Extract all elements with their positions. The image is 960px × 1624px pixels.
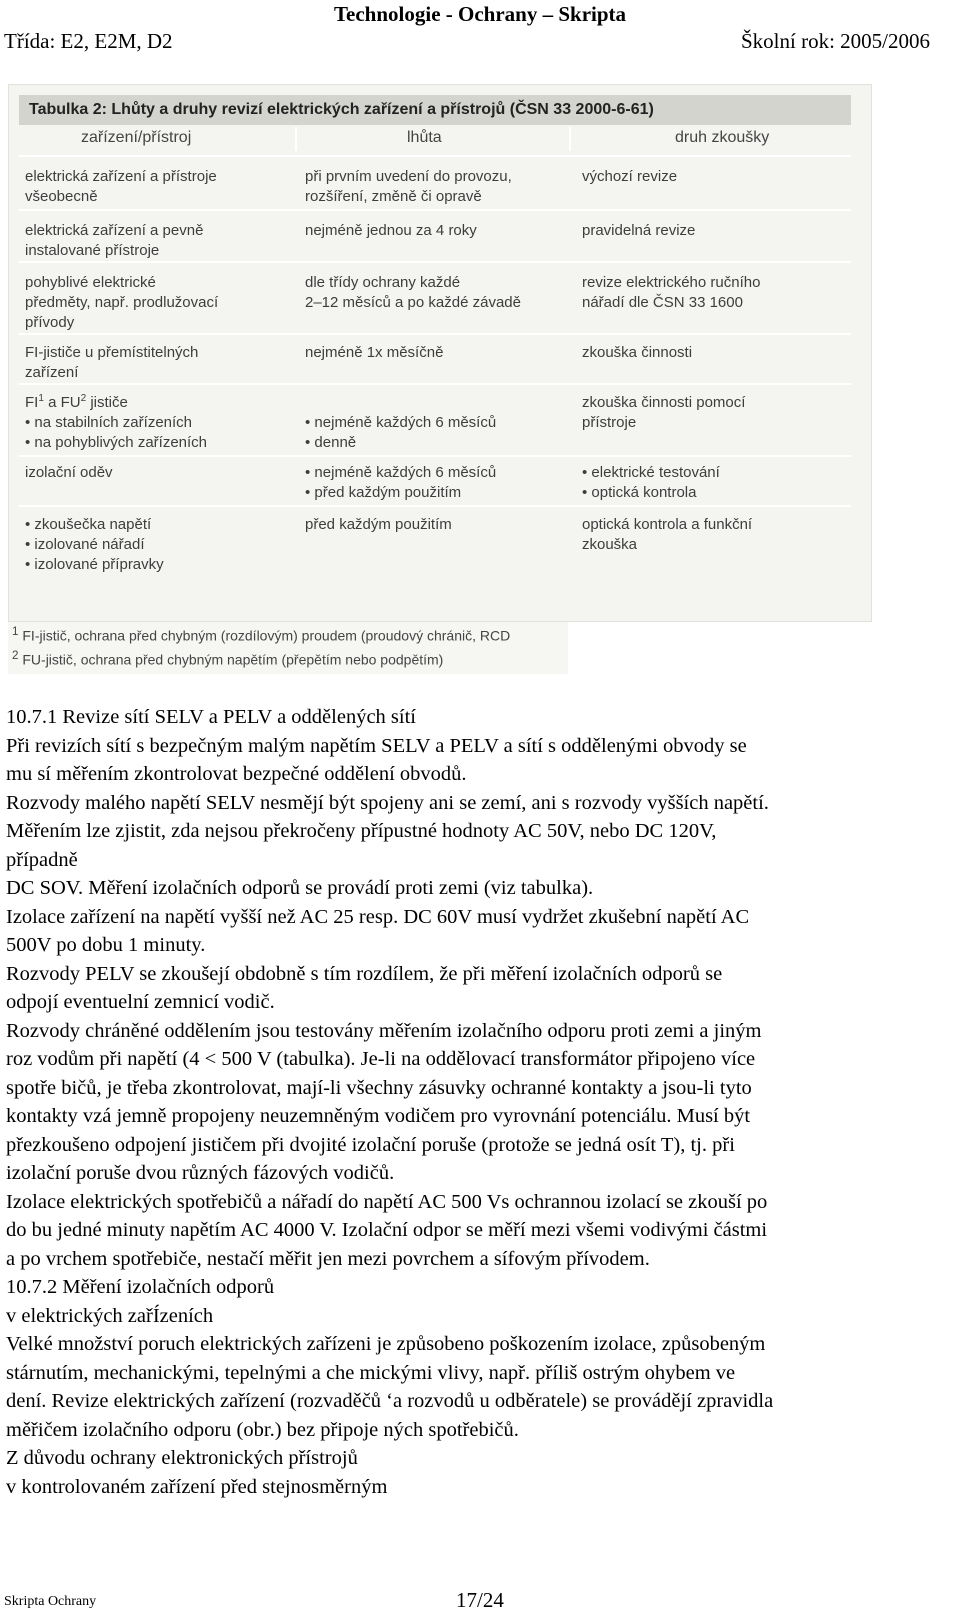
table-row (19, 333, 851, 385)
text-line: Měřením lze zjistit, zda nejsou překročeny přípustné hodnoty AC 50V, nebo DC 120V, (6, 820, 717, 842)
table-cell: dle třídy ochrany každé 2–12 měsíců a po každé závadě (305, 274, 521, 311)
table-row (19, 383, 851, 457)
text-line: do bu jedné minuty napětím AC 4000 V. Izolační odpor se měří mezi všemi vodivými částmi (6, 1219, 768, 1241)
column-divider (569, 127, 571, 151)
text-line: a po vrchem spotřebiče, nestačí měřit jen mezi povrchem a sífovým přívodem. (6, 1247, 650, 1270)
text-line: Rozvody malého napětí SELV nesmějí být spojeny ani se zemí, ani s rozvody vyšších napětí. (6, 791, 769, 814)
column-header-device: zařízení/přístroj (81, 129, 192, 146)
text-line: Rozvody PELV se zkoušejí obdobně s tím rozdílem, že při měření izolačních odporů se (6, 962, 723, 985)
table-cell: pohyblivé elektrické předměty, např. prodlužovací přívody (25, 274, 219, 331)
table-cell: FI-jističe u přemístitelných zařízení (25, 344, 199, 381)
table-row (19, 505, 851, 587)
table-cell: elektrická zařízení a přístroje všeobecně (25, 168, 217, 205)
table-cell: $FI^1$ a $FU^2$ jističe • na stabilních zařízeních • na pohyblivých zařízeních (25, 393, 295, 453)
column-header-period: lhůta (407, 129, 442, 146)
text-line: mu sí měřením zkontrolovat bezpečné oddělení obvodů. (6, 763, 467, 785)
text-line: kontakty vzá jemně propojeny neuzemněným vodičem pro vyrovnání potenciálu. Musí být (6, 1105, 751, 1127)
text-line: odpojí eventuelní zemnicí vodič. (6, 991, 275, 1013)
body-text (6, 703, 946, 1501)
text-line: DC SOV. Měření izolačních odporů se provádí proti zemi (viz tabulka). (6, 877, 594, 899)
text-line: stárnutím, mechanickými, tepelnými a che mickými vlivy, např. příliš ostrým ohybem ve (6, 1361, 736, 1384)
text-line: Rozvody chráněné oddělením jsou testovány měřením izolačního odporu proti zemi a jiným (6, 1019, 762, 1042)
table-cell: • nejméně každých 6 měsíců • před každým použitím (305, 463, 575, 503)
table-cell: optická kontrola a funkční zkouška (582, 516, 753, 553)
revision-table-image (8, 84, 872, 622)
table-row (19, 261, 851, 335)
text-line: Izolace elektrických spotřebičů a nářadí do napětí AC 500 Vs ochrannou izolací se zkouší po (6, 1190, 768, 1213)
table-cell: při prvním uvedení do provozu, rozšíření, změně či opravě (305, 168, 512, 205)
table-row (19, 155, 851, 207)
table-cell: elektrická zařízení a pevně instalované přístroje (25, 222, 204, 259)
school-year: Školní rok: 2005/2006 (740, 29, 930, 53)
class-info: Třída: E2, E2M, D2 (4, 29, 173, 53)
table-cell: izolační oděv (25, 464, 113, 481)
text-line: Velké množství poruch elektrických zařízeni je způsobeno poškozením izolace, způsobeným (6, 1333, 766, 1355)
table-cell: zkouška činnosti pomocí přístroje (582, 394, 746, 431)
text-line: roz vodům při napětí (4 < 500 V (tabulka). Je-li na oddělovací transformátor připojeno více (6, 1048, 756, 1070)
table-cell: nejméně 1x měsíčně (305, 344, 444, 361)
table-cell: • elektrické testování • optická kontrola (582, 463, 852, 503)
page-number: 17/24 (456, 1588, 504, 1612)
text-line: v kontrolovaném zařízení před stejnosměrným (6, 1475, 388, 1498)
column-divider (295, 127, 297, 151)
table-cell: • nejméně každých 6 měsíců • denně (305, 413, 575, 453)
text-line: izolační poruše dvou různých fázových vodičů. (6, 1162, 395, 1184)
footnote: $^1$ FI-jistič, ochrana před chybným (rozdílovým) proudem (proudový chránič, RCD (12, 625, 511, 644)
text-line: spotře bičů, je třeba zkontrolovat, mají-li všechny zásuvky ochranné kontakty a jsou-li tyto (6, 1076, 752, 1099)
text-line: 10.7.1 Revize sítí SELV a PELV a oddělených sítí (6, 706, 416, 728)
table-cell: revize elektrického ručního nářadí dle ČSN 33 1600 (582, 274, 761, 311)
text-line: Z důvodu ochrany elektronických přístrojů (6, 1447, 358, 1469)
text-line: 10.7.2 Měření izolačních odporů (6, 1276, 275, 1298)
table-row (19, 209, 851, 261)
footnote: $^2$ FU-jistič, ochrana před chybným napětím (přepětím nebo podpětím) (12, 648, 444, 668)
text-line: Při revizích sítí s bezpečným malým napětím SELV a PELV a sítí s oddělenými obvody se (6, 734, 747, 757)
table-cell: výchozí revize (582, 168, 678, 185)
text-line: v elektrických zařÍzeních (6, 1304, 214, 1327)
text-line: Izolace zařízení na napětí vyšší než AC 25 resp. DC 60V musí vydržet zkušební napětí AC (6, 905, 750, 928)
table-cell: před každým použitím (305, 516, 452, 533)
table-row (19, 455, 851, 507)
table-cell: pravidelná revize (582, 222, 696, 239)
table-cell: nejméně jednou za 4 roky (305, 222, 477, 239)
table-footnotes (8, 622, 568, 674)
table-cell: • zkoušečka napětí • izolované nářadí • izolované přípravky (25, 515, 295, 575)
text-line: měřičem izolačního odporu (obr.) bez připoje ných spotřebičů. (6, 1418, 519, 1441)
text-line: 500V po dobu 1 minuty. (6, 934, 206, 956)
text-line: přezkoušeno odpojení jističem při dvojité izolační poruše (protože se jedná osít T), tj. při (6, 1133, 735, 1156)
column-header-test-type: druh zkoušky (675, 129, 770, 146)
footer-document-name: Skripta Ochrany (4, 1594, 97, 1609)
text-line: dení. Revize elektrických zařízení (rozvaděčů ‘a rozvodů u odběratele) se provádějí zpravidla (6, 1390, 774, 1412)
document-title: Technologie - Ochrany – Skripta (333, 2, 627, 26)
text-line: případně (6, 848, 78, 871)
table-caption: Tabulka 2: Lhůty a druhy revizí elektrických zařízení a přístrojů (ČSN 33 2000-6-61) (19, 95, 851, 125)
table-cell: zkouška činnosti (582, 344, 693, 361)
